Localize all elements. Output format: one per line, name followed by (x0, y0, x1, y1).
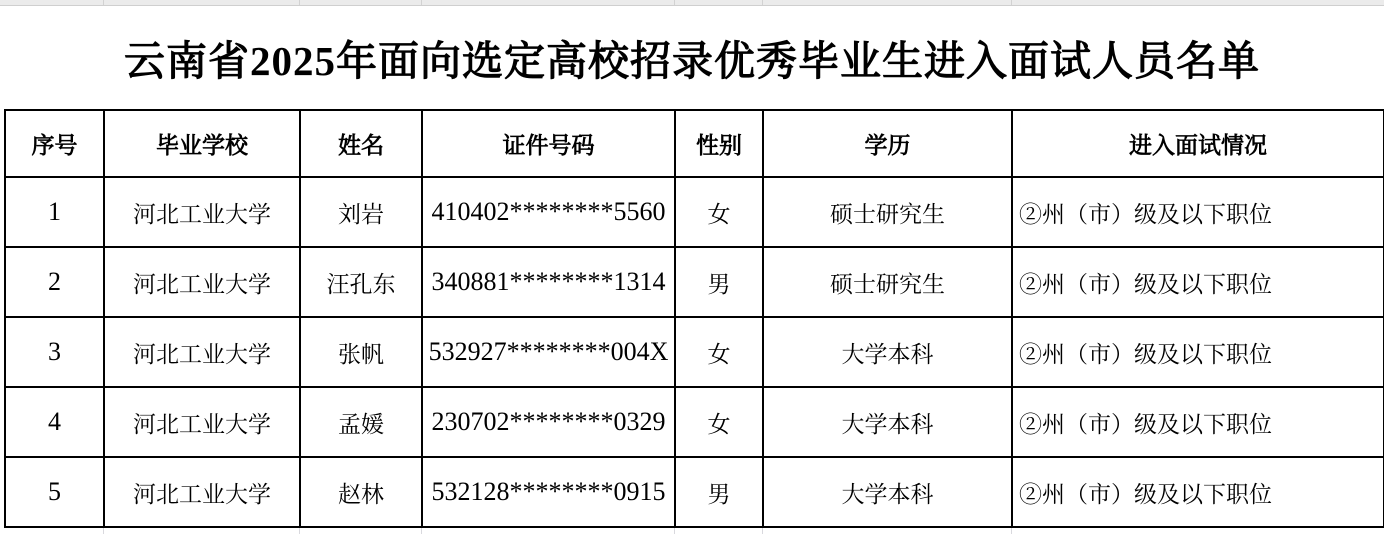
cell-name: 孟媛 (300, 387, 422, 457)
table-row (5, 457, 1384, 527)
cell-interview-status: ②州（市）级及以下职位 (1012, 177, 1384, 247)
gridline-continuation (0, 528, 1384, 534)
cell-gender: 女 (675, 317, 763, 387)
cell-school: 河北工业大学 (104, 177, 300, 247)
cell-id-number: 230702********0329 (422, 387, 675, 457)
cell-gender: 男 (675, 247, 763, 317)
gridline (421, 528, 422, 534)
column-header-id-number: 证件号码 (422, 110, 675, 177)
cell-id-number: 340881********1314 (422, 247, 675, 317)
column-header-name: 姓名 (300, 110, 422, 177)
title-area (0, 6, 1384, 109)
gridline (103, 528, 104, 534)
page-title: 云南省2025年面向选定高校招录优秀毕业生进入面试人员名单 (124, 38, 1260, 84)
cell-interview-status: ②州（市）级及以下职位 (1012, 457, 1384, 527)
gridline (299, 0, 300, 5)
cell-education: 硕士研究生 (763, 247, 1012, 317)
cell-education: 大学本科 (763, 387, 1012, 457)
gridline (674, 528, 675, 534)
cell-serial: 3 (5, 317, 104, 387)
cell-school: 河北工业大学 (104, 317, 300, 387)
gridline (421, 0, 422, 5)
column-header-gender: 性别 (675, 110, 763, 177)
column-header-interview-status: 进入面试情况 (1012, 110, 1384, 177)
cell-school: 河北工业大学 (104, 247, 300, 317)
gridline (762, 0, 763, 5)
cell-interview-status: ②州（市）级及以下职位 (1012, 247, 1384, 317)
gridline (762, 528, 763, 534)
cell-education: 硕士研究生 (763, 177, 1012, 247)
interview-candidates-table (4, 109, 1384, 528)
gridline (103, 0, 104, 5)
cell-education: 大学本科 (763, 457, 1012, 527)
cell-serial: 4 (5, 387, 104, 457)
cell-serial: 2 (5, 247, 104, 317)
gridline (1011, 0, 1012, 5)
cell-interview-status: ②州（市）级及以下职位 (1012, 317, 1384, 387)
cell-gender: 男 (675, 457, 763, 527)
column-header-school: 毕业学校 (104, 110, 300, 177)
table-body (5, 177, 1384, 527)
cell-serial: 5 (5, 457, 104, 527)
cell-gender: 女 (675, 387, 763, 457)
cell-id-number: 410402********5560 (422, 177, 675, 247)
column-header-education: 学历 (763, 110, 1012, 177)
table-row (5, 387, 1384, 457)
table-row (5, 317, 1384, 387)
gridline (299, 528, 300, 534)
cell-name: 张帆 (300, 317, 422, 387)
cell-school: 河北工业大学 (104, 457, 300, 527)
header-row (5, 110, 1384, 177)
cell-id-number: 532128********0915 (422, 457, 675, 527)
cell-interview-status: ②州（市）级及以下职位 (1012, 387, 1384, 457)
cell-name: 汪孔东 (300, 247, 422, 317)
cell-name: 赵林 (300, 457, 422, 527)
cell-school: 河北工业大学 (104, 387, 300, 457)
gridline (1011, 528, 1012, 534)
cell-id-number: 532927********004X (422, 317, 675, 387)
column-header-serial: 序号 (5, 110, 104, 177)
gridline (674, 0, 675, 5)
cell-education: 大学本科 (763, 317, 1012, 387)
cell-serial: 1 (5, 177, 104, 247)
cell-gender: 女 (675, 177, 763, 247)
table-row (5, 247, 1384, 317)
table-row (5, 177, 1384, 247)
cell-name: 刘岩 (300, 177, 422, 247)
